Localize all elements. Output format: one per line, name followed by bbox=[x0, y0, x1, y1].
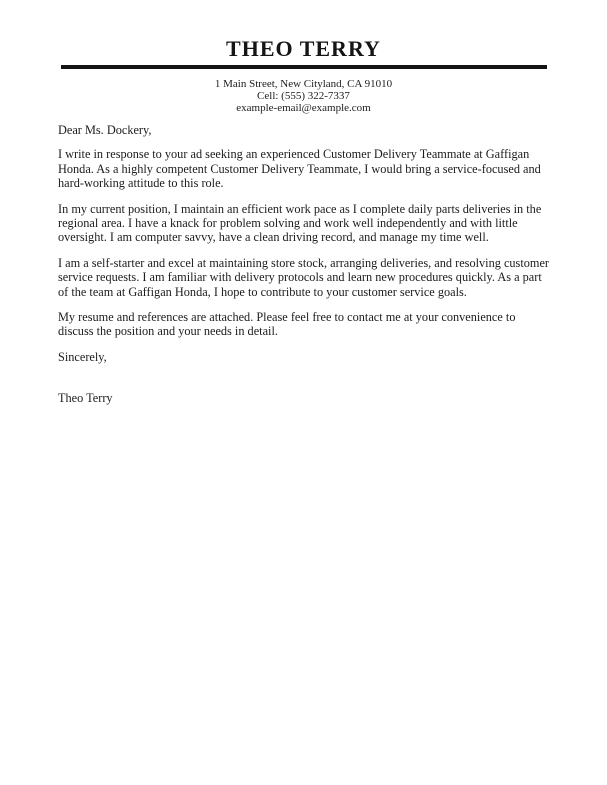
body-paragraph-2: In my current position, I maintain an efficient work pace as I complete daily parts deliveries in the regional area. I have a knack for problem solving and work well independently and with little oversight. I am computer savvy, have a clean driving record, and manage my time well. bbox=[58, 201, 542, 245]
body-paragraph-1: I write in response to your ad seeking an experienced Customer Delivery Teammate at Gaffigan Honda. As a highly competent Customer Delivery Teammate, I would bring a service-focused and hard-working attitude to this role. bbox=[58, 147, 541, 191]
body-paragraph-4: My resume and references are attached. Please feel free to contact me at your convenience to discuss the position and your needs in detail. bbox=[58, 310, 516, 339]
contact-phone: Cell: (555) 322-7337 bbox=[257, 90, 350, 102]
letter-body bbox=[58, 123, 550, 406]
signature-name: Theo Terry bbox=[58, 391, 113, 406]
contact-block bbox=[0, 78, 607, 114]
letter-author-name: THEO TERRY bbox=[226, 36, 381, 61]
body-paragraph-3: I am a self-starter and excel at maintaining store stock, arranging deliveries, and resolving customer service requests. I am familiar with delivery protocols and learn new procedures quickly. As a part of the team at Gaffigan Honda, I hope to contribute to your customer service goals. bbox=[58, 255, 550, 299]
header-divider-rule bbox=[61, 65, 547, 69]
salutation: Dear Ms. Dockery, bbox=[58, 123, 152, 137]
letter-header bbox=[0, 0, 607, 114]
closing: Sincerely, bbox=[58, 349, 107, 364]
contact-address: 1 Main Street, New Cityland, CA 91010 bbox=[214, 78, 393, 90]
contact-email: example-email@example.com bbox=[236, 102, 371, 114]
